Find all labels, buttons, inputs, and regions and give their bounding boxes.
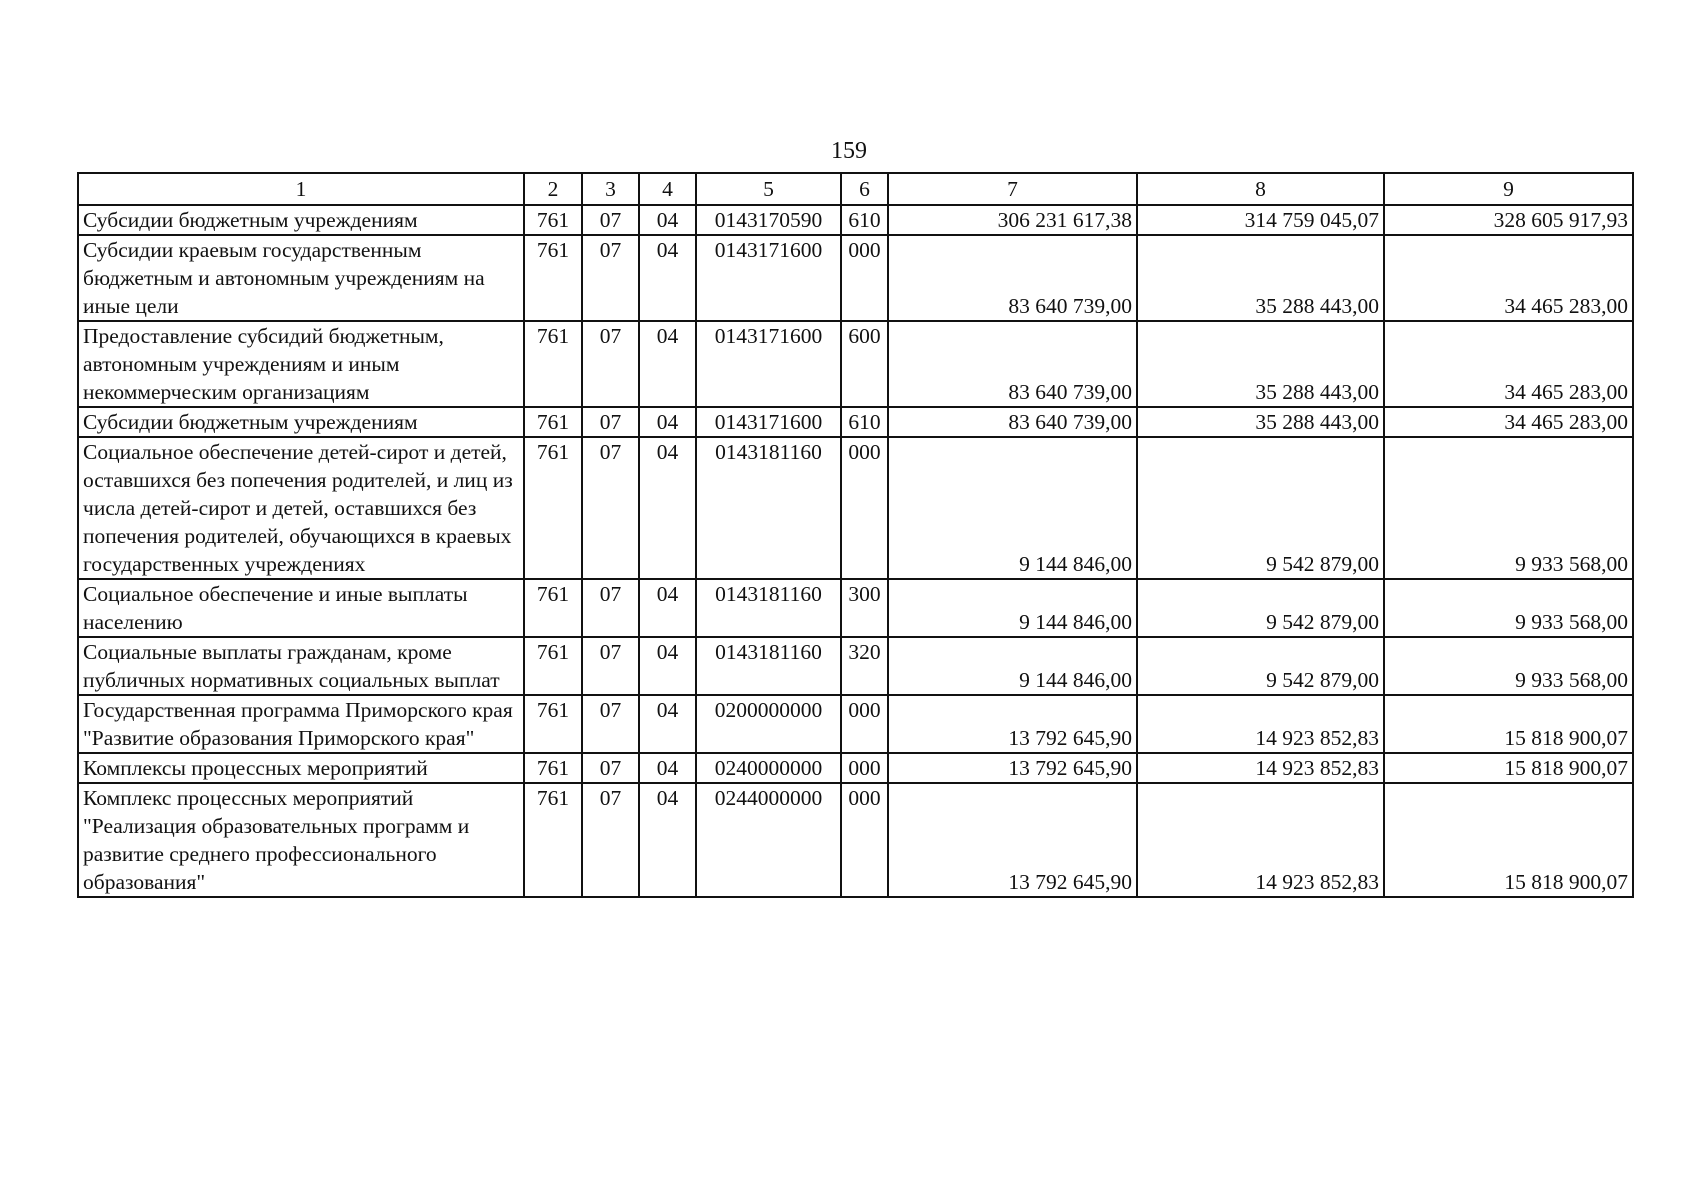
header-cell: 1 <box>78 173 524 205</box>
row-name-cell: Субсидии краевым государственным бюджетным и автономным учреждениям на иные цели <box>78 235 524 321</box>
header-cell: 9 <box>1384 173 1633 205</box>
row-code-cell: 04 <box>639 205 696 235</box>
row-code-cell: 610 <box>841 407 888 437</box>
row-code-cell: 0143171600 <box>696 235 841 321</box>
row-name-cell: Предоставление субсидий бюджетным, автономным учреждениям и иным некоммерческим организациям <box>78 321 524 407</box>
table-body <box>78 173 1633 897</box>
row-name-cell: Социальное обеспечение и иные выплаты населению <box>78 579 524 637</box>
table-row <box>78 579 1633 637</box>
row-amount-cell: 14 923 852,83 <box>1137 753 1384 783</box>
row-code-cell: 07 <box>582 753 639 783</box>
row-amount-cell: 35 288 443,00 <box>1137 321 1384 407</box>
row-amount-cell: 34 465 283,00 <box>1384 235 1633 321</box>
row-code-cell: 000 <box>841 235 888 321</box>
row-code-cell: 04 <box>639 695 696 753</box>
row-amount-cell: 9 144 846,00 <box>888 637 1137 695</box>
row-name-cell: Комплексы процессных мероприятий <box>78 753 524 783</box>
row-amount-cell: 83 640 739,00 <box>888 407 1137 437</box>
row-code-cell: 04 <box>639 437 696 579</box>
row-amount-cell: 328 605 917,93 <box>1384 205 1633 235</box>
row-amount-cell: 15 818 900,07 <box>1384 783 1633 897</box>
row-amount-cell: 34 465 283,00 <box>1384 407 1633 437</box>
row-amount-cell: 14 923 852,83 <box>1137 695 1384 753</box>
row-amount-cell: 83 640 739,00 <box>888 321 1137 407</box>
table-row <box>78 637 1633 695</box>
row-amount-cell: 9 933 568,00 <box>1384 579 1633 637</box>
row-code-cell: 0143171600 <box>696 321 841 407</box>
row-code-cell: 0143181160 <box>696 437 841 579</box>
row-code-cell: 320 <box>841 637 888 695</box>
row-amount-cell: 34 465 283,00 <box>1384 321 1633 407</box>
row-name-cell: Субсидии бюджетным учреждениям <box>78 205 524 235</box>
row-amount-cell: 35 288 443,00 <box>1137 407 1384 437</box>
row-name-cell: Социальное обеспечение детей-сирот и детей, оставшихся без попечения родителей, и лиц из числа детей-сирот и детей, оставшихся без попечения родителей, обучающихся в краевых государственных учреждениях <box>78 437 524 579</box>
row-code-cell: 761 <box>524 407 582 437</box>
row-amount-cell: 306 231 617,38 <box>888 205 1137 235</box>
row-code-cell: 07 <box>582 783 639 897</box>
row-amount-cell: 9 144 846,00 <box>888 437 1137 579</box>
row-code-cell: 07 <box>582 437 639 579</box>
row-code-cell: 000 <box>841 753 888 783</box>
row-code-cell: 07 <box>582 407 639 437</box>
row-code-cell: 07 <box>582 637 639 695</box>
row-name-cell: Государственная программа Приморского края "Развитие образования Приморского края" <box>78 695 524 753</box>
row-name-cell: Субсидии бюджетным учреждениям <box>78 407 524 437</box>
header-cell: 5 <box>696 173 841 205</box>
row-amount-cell: 15 818 900,07 <box>1384 695 1633 753</box>
row-code-cell: 761 <box>524 753 582 783</box>
row-amount-cell: 13 792 645,90 <box>888 695 1137 753</box>
row-code-cell: 04 <box>639 407 696 437</box>
row-code-cell: 07 <box>582 235 639 321</box>
row-code-cell: 04 <box>639 753 696 783</box>
row-code-cell: 000 <box>841 437 888 579</box>
header-cell: 4 <box>639 173 696 205</box>
row-code-cell: 0200000000 <box>696 695 841 753</box>
row-amount-cell: 314 759 045,07 <box>1137 205 1384 235</box>
row-name-cell: Социальные выплаты гражданам, кроме публичных нормативных социальных выплат <box>78 637 524 695</box>
row-code-cell: 610 <box>841 205 888 235</box>
row-code-cell: 0240000000 <box>696 753 841 783</box>
row-code-cell: 04 <box>639 235 696 321</box>
table-row <box>78 407 1633 437</box>
row-code-cell: 0143171600 <box>696 407 841 437</box>
row-amount-cell: 13 792 645,90 <box>888 753 1137 783</box>
table-row <box>78 695 1633 753</box>
header-cell: 8 <box>1137 173 1384 205</box>
row-code-cell: 07 <box>582 205 639 235</box>
row-amount-cell: 15 818 900,07 <box>1384 753 1633 783</box>
table-row <box>78 321 1633 407</box>
row-amount-cell: 9 542 879,00 <box>1137 579 1384 637</box>
row-code-cell: 0143181160 <box>696 637 841 695</box>
row-code-cell: 04 <box>639 783 696 897</box>
header-cell: 6 <box>841 173 888 205</box>
row-code-cell: 07 <box>582 695 639 753</box>
row-code-cell: 000 <box>841 783 888 897</box>
row-code-cell: 07 <box>582 321 639 407</box>
row-code-cell: 761 <box>524 695 582 753</box>
row-amount-cell: 13 792 645,90 <box>888 783 1137 897</box>
header-row <box>78 173 1633 205</box>
row-name-cell: Комплекс процессных мероприятий "Реализация образовательных программ и развитие среднего профессионального образования" <box>78 783 524 897</box>
row-amount-cell: 14 923 852,83 <box>1137 783 1384 897</box>
row-code-cell: 300 <box>841 579 888 637</box>
header-cell: 3 <box>582 173 639 205</box>
table-row <box>78 753 1633 783</box>
row-code-cell: 761 <box>524 783 582 897</box>
row-code-cell: 761 <box>524 579 582 637</box>
row-code-cell: 04 <box>639 321 696 407</box>
row-amount-cell: 9 542 879,00 <box>1137 637 1384 695</box>
header-cell: 7 <box>888 173 1137 205</box>
row-code-cell: 04 <box>639 579 696 637</box>
row-amount-cell: 35 288 443,00 <box>1137 235 1384 321</box>
budget-table <box>77 172 1634 898</box>
row-code-cell: 000 <box>841 695 888 753</box>
row-code-cell: 0244000000 <box>696 783 841 897</box>
table-row <box>78 437 1633 579</box>
row-code-cell: 0143181160 <box>696 579 841 637</box>
row-code-cell: 761 <box>524 321 582 407</box>
row-code-cell: 07 <box>582 579 639 637</box>
row-amount-cell: 9 933 568,00 <box>1384 637 1633 695</box>
row-code-cell: 761 <box>524 637 582 695</box>
row-code-cell: 761 <box>524 437 582 579</box>
row-amount-cell: 9 542 879,00 <box>1137 437 1384 579</box>
row-amount-cell: 9 144 846,00 <box>888 579 1137 637</box>
row-code-cell: 04 <box>639 637 696 695</box>
page-number: 159 <box>831 138 867 164</box>
table-row <box>78 235 1633 321</box>
row-amount-cell: 9 933 568,00 <box>1384 437 1633 579</box>
table-row <box>78 205 1633 235</box>
header-cell: 2 <box>524 173 582 205</box>
row-code-cell: 600 <box>841 321 888 407</box>
row-amount-cell: 83 640 739,00 <box>888 235 1137 321</box>
row-code-cell: 0143170590 <box>696 205 841 235</box>
row-code-cell: 761 <box>524 235 582 321</box>
row-code-cell: 761 <box>524 205 582 235</box>
table-row <box>78 783 1633 897</box>
